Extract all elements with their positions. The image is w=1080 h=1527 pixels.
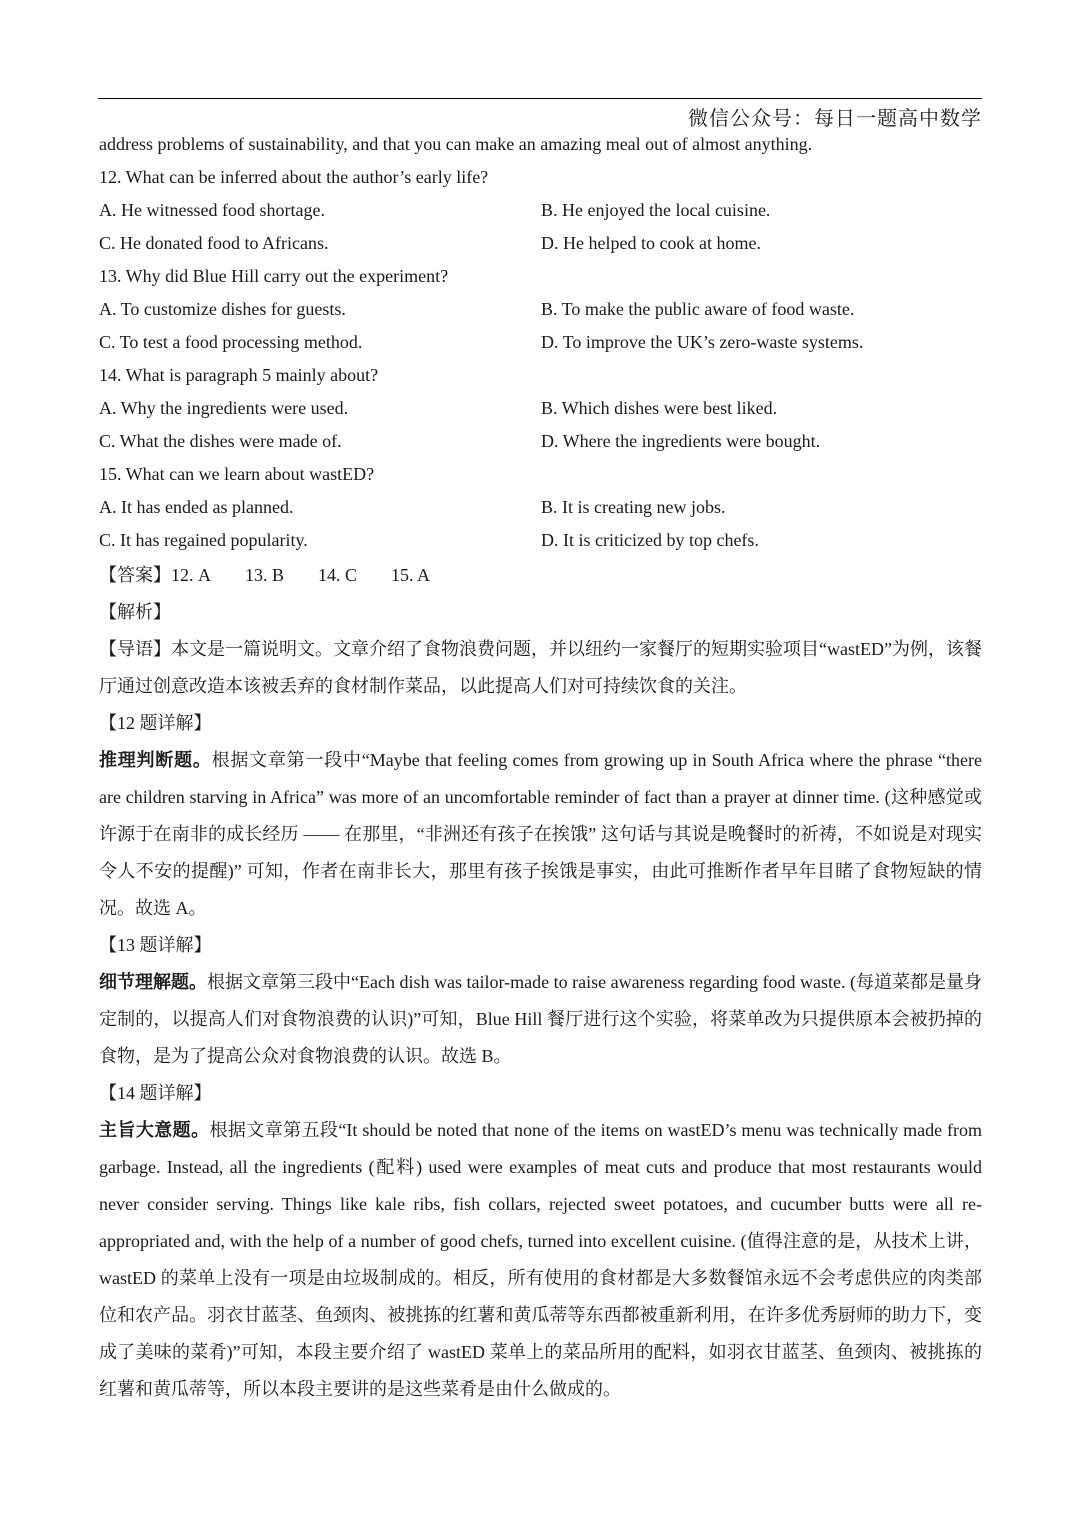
option-a: A. To customize dishes for guests. [99, 299, 346, 319]
document-body [99, 128, 982, 1408]
option-a: A. Why the ingredients were used. [99, 398, 349, 418]
detail-text: 根据文章第一段中“Maybe that feeling comes from growing up in South Africa where the phrase “there are children starving in Africa” was more of an uncomfortable reminder of fact than a prayer at dinner time. (这种感觉或许源于在南非的成长经历 —— 在那里，“非洲还有孩子在挨饿” 这句话与其说是晚餐时的祈祷，不如说是对现实令人不安的提醒)” 可知，作者在南非长大，那里有孩子挨饿是事实，由此可推断作者早年目睹了食物短缺的情况。故选 A。 [99, 750, 983, 918]
header-rule [98, 98, 982, 99]
header-watermark: 微信公众号：每日一题高中数学 [688, 108, 982, 130]
question-stem: 13. Why did Blue Hill carry out the experiment? [99, 266, 449, 286]
option-d: D. It is criticized by top chefs. [541, 530, 759, 550]
question-14 [99, 359, 982, 458]
analysis-heading: 【解析】 [99, 602, 171, 622]
detail-14 [99, 1112, 982, 1408]
answer-item: 15. A [391, 565, 431, 585]
question-type: 推理判断题。 [99, 750, 212, 770]
answer-item: 13. B [245, 565, 285, 585]
option-c: C. To test a food processing method. [99, 332, 363, 352]
intro-line: address problems of sustainability, and that you can make an amazing meal out of almost anything. [99, 134, 813, 154]
detail-13 [99, 964, 982, 1075]
question-type: 主旨大意题。 [99, 1120, 210, 1140]
option-c: C. What the dishes were made of. [99, 431, 342, 451]
option-a: A. It has ended as planned. [99, 497, 294, 517]
option-b: B. Which dishes were best liked. [541, 398, 778, 418]
detail-heading-13: 【13 题详解】 [99, 935, 212, 955]
detail-text: 根据文章第三段中“Each dish was tailor-made to raise awareness regarding food waste. (每道菜都是量身定制的，以提高人们对食物浪费的认识)”可知，Blue Hill 餐厅进行这个实验，将菜单改为只提供原本会被扔掉的食物，是为了提高公众对食物浪费的认识。故选 B。 [99, 972, 982, 1066]
answer-key [99, 557, 982, 594]
question-stem: 15. What can we learn about wastED? [99, 464, 375, 484]
detail-heading-12: 【12 题详解】 [99, 713, 212, 733]
question-stem: 14. What is paragraph 5 mainly about? [99, 365, 379, 385]
answer-item: 12. A [171, 565, 211, 585]
option-b: B. It is creating new jobs. [541, 497, 726, 517]
option-c: C. It has regained popularity. [99, 530, 308, 550]
question-13 [99, 260, 982, 359]
option-d: D. To improve the UK’s zero-waste systems. [541, 332, 864, 352]
question-12 [99, 161, 982, 260]
option-d: D. Where the ingredients were bought. [541, 431, 821, 451]
detail-12 [99, 742, 982, 927]
option-d: D. He helped to cook at home. [541, 233, 761, 253]
detail-text: 根据文章第五段“It should be noted that none of the items on wastED’s menu was technically made from garbage. Instead, all the ingredients (配料) used were examples of meat cuts and produce that most restaurants would never consider serving. Things like kale ribs, fish collars, rejected sweet potatoes, and cucumber butts were all re-appropriated and, with the help of a number of good chefs, turned into excellent cuisine. (值得注意的是，从技术上讲，wastED 的菜单上没有一项是由垃圾制成的。相反，所有使用的食材都是大多数餐馆永远不会考虑供应的肉类部位和农产品。羽衣甘蓝茎、鱼颈肉、被挑拣的红薯和黄瓜蒂等东西都被重新利用，在许多优秀厨师的助力下，变成了美味的菜肴)”可知，本段主要介绍了 wastED 菜单上的菜品所用的配料，如羽衣甘蓝茎、鱼颈肉、被挑拣的红薯和黄瓜蒂等，所以本段主要讲的是这些菜肴是由什么做成的。 [99, 1120, 982, 1399]
option-a: A. He witnessed food shortage. [99, 200, 325, 220]
answer-item: 14. C [318, 565, 358, 585]
option-b: B. He enjoyed the local cuisine. [541, 200, 771, 220]
guide-paragraph: 【导语】本文是一篇说明文。文章介绍了食物浪费问题，并以纽约一家餐厅的短期实验项目“wastED”为例，该餐厅通过创意改造本该被丢弃的食材制作菜品，以此提高人们对可持续饮食的关注。 [99, 639, 982, 696]
detail-heading-14: 【14 题详解】 [99, 1083, 212, 1103]
question-type: 细节理解题。 [99, 972, 208, 992]
option-c: C. He donated food to Africans. [99, 233, 329, 253]
option-b: B. To make the public aware of food waste. [541, 299, 855, 319]
question-stem: 12. What can be inferred about the author’s early life? [99, 167, 489, 187]
question-15 [99, 458, 982, 557]
answer-label: 【答案】 [99, 565, 171, 585]
